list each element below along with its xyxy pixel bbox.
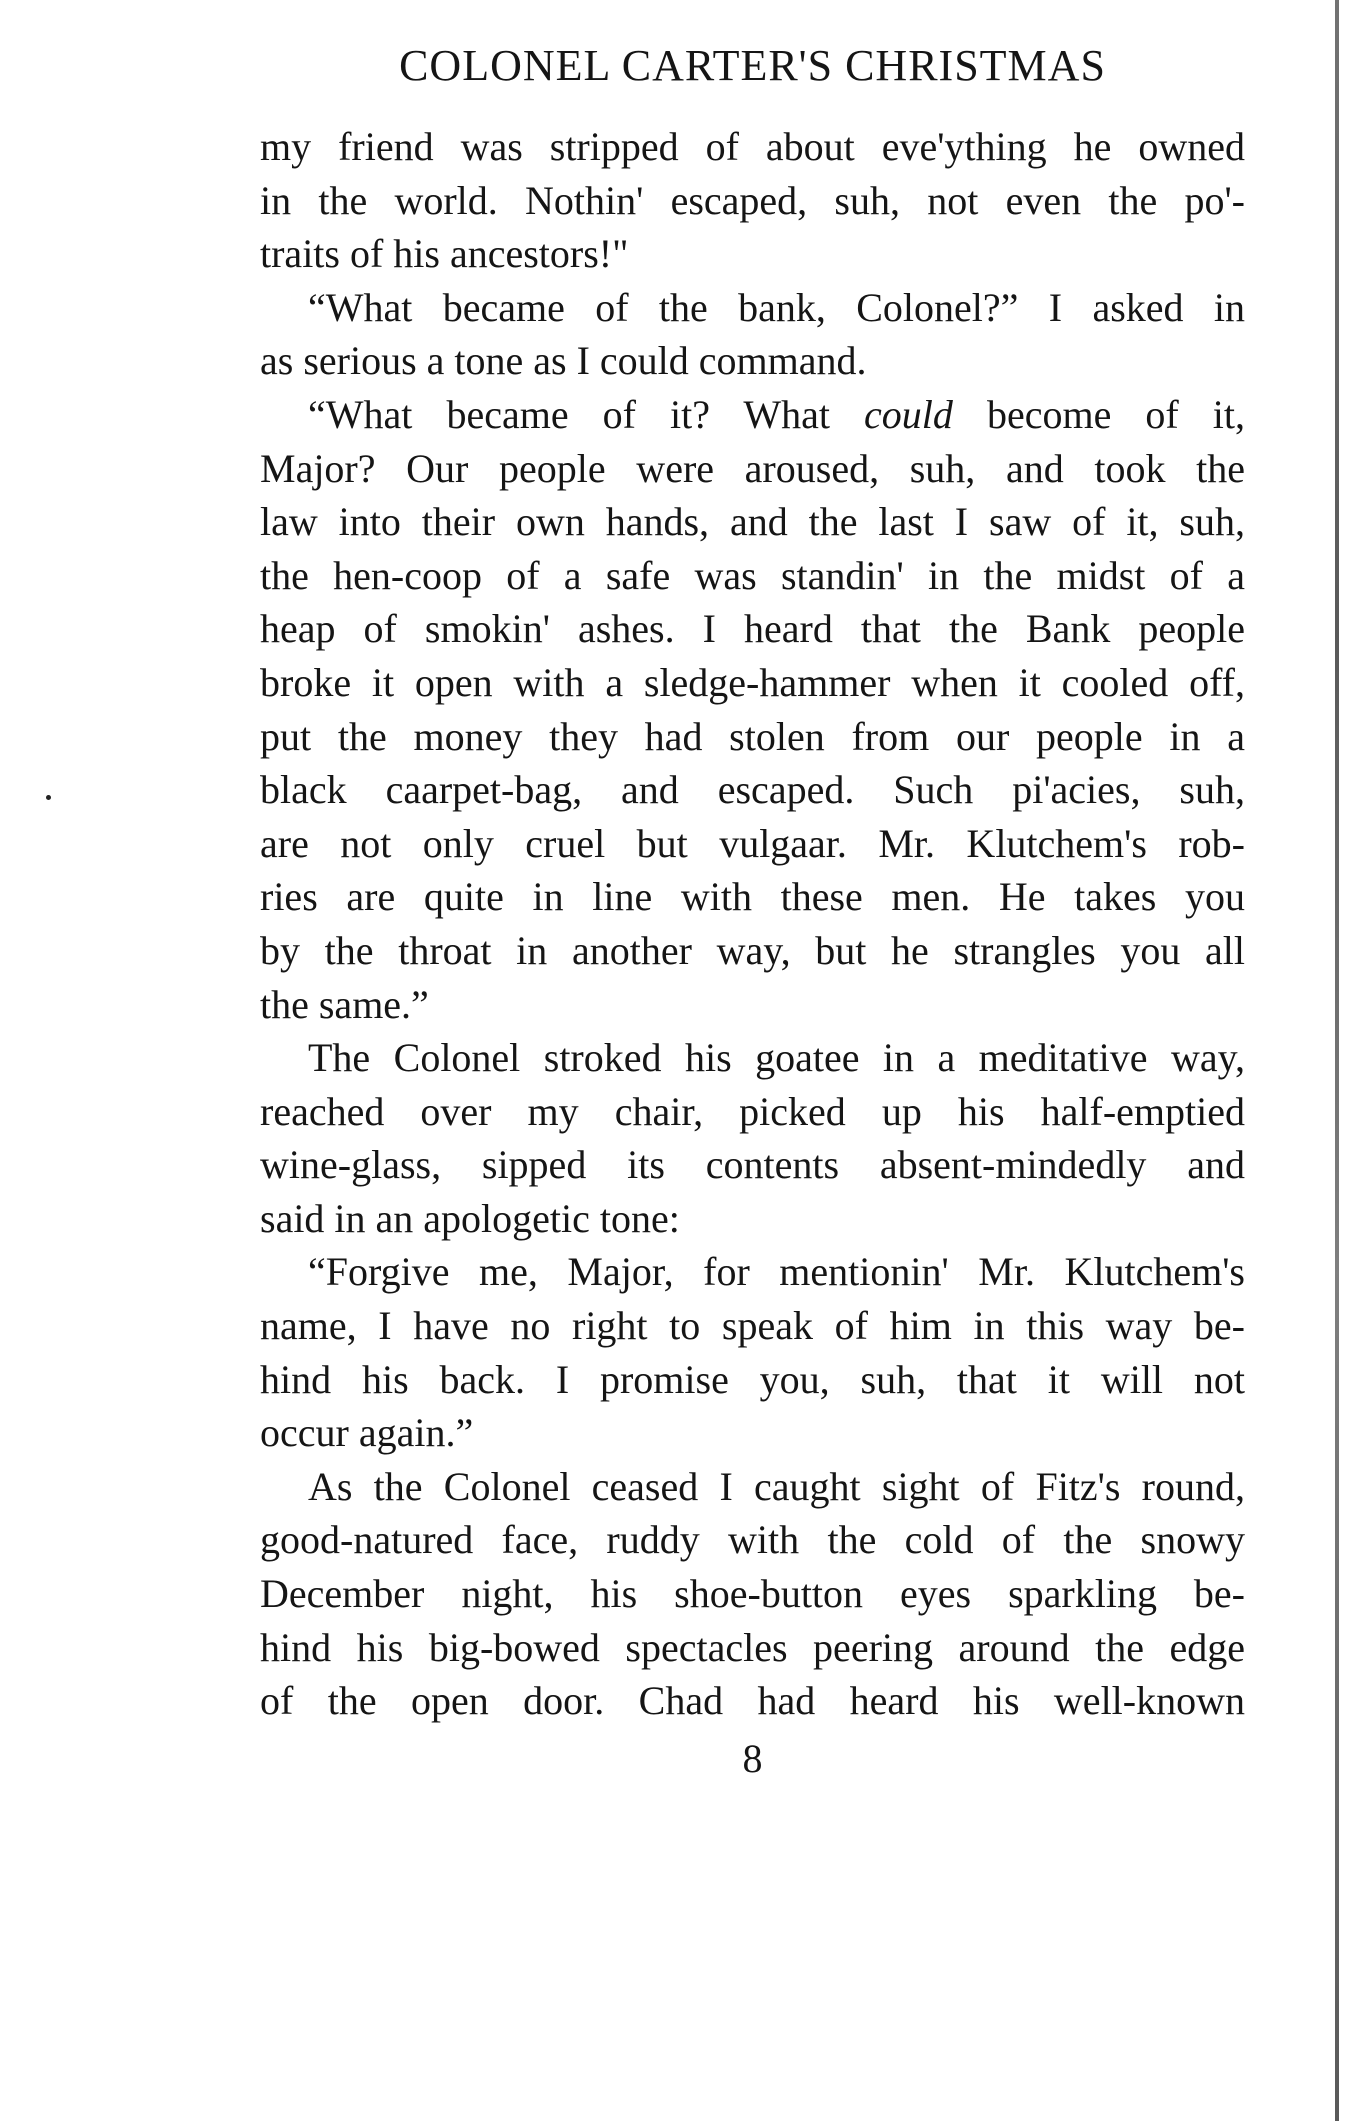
text-line: are not only cruel but vulgaar. Mr. Klutchem's rob-	[260, 820, 1245, 866]
text-line: put the money they had stolen from our people in a	[260, 713, 1245, 759]
text-line: hind his back. I promise you, suh, that it will not	[260, 1356, 1245, 1402]
text-line: “What became of the bank, Colonel?” I asked in	[308, 284, 1245, 330]
text-line	[260, 388, 1245, 442]
text-line: traits of his ancestors!"	[260, 231, 629, 277]
text-line: reached over my chair, picked up his half-emptied	[260, 1088, 1245, 1134]
text-line: my friend was stripped of about eve'ything he owned	[260, 124, 1245, 169]
text-line: The Colonel stroked his goatee in a meditative way,	[308, 1035, 1245, 1081]
text-line: heap of smokin' ashes. I heard that the Bank people	[260, 606, 1245, 652]
text-line: name, I have no right to speak of him in this way be-	[260, 1303, 1245, 1349]
text-line: of the open door. Chad had heard his well-known	[260, 1678, 1245, 1724]
text-line: hind his big-bowed spectacles peering around the edge	[260, 1624, 1245, 1670]
text-line: As the Colonel ceased I caught sight of Fitz's round,	[308, 1463, 1245, 1509]
paragraph-5	[260, 1245, 1245, 1459]
text-line: ries are quite in line with these men. He takes you	[260, 874, 1245, 920]
text-line: law into their own hands, and the last I saw of it, suh,	[260, 499, 1245, 545]
italic-word: could	[864, 391, 953, 437]
paragraph-2	[260, 281, 1245, 388]
text-line: said in an apologetic tone:	[260, 1195, 680, 1241]
text-line: by the throat in another way, but he strangles you all	[260, 927, 1245, 973]
text-line: occur again.”	[260, 1410, 474, 1456]
text-run: “What became of it? What	[308, 391, 865, 437]
paragraph-6	[260, 1460, 1245, 1728]
text-line: the same.”	[260, 981, 429, 1027]
text-line: the hen-coop of a safe was standin' in the midst of a	[260, 552, 1245, 598]
text-line: Major? Our people were aroused, suh, and took the	[260, 445, 1245, 491]
page-number: 8	[742, 1736, 763, 1781]
text-run: become of it,	[952, 391, 1245, 437]
text-line: wine-glass, sipped its contents absent-mindedly and	[260, 1142, 1245, 1188]
page-edge-shadow	[1335, 0, 1339, 2121]
text-line: in the world. Nothin' escaped, suh, not even the po'-	[260, 177, 1245, 223]
text-line: December night, his shoe-button eyes sparkling be-	[260, 1571, 1245, 1617]
running-head: COLONEL CARTER'S CHRISTMAS	[399, 41, 1106, 90]
ink-speck	[46, 795, 51, 800]
text-line: good-natured face, ruddy with the cold of the snowy	[260, 1517, 1245, 1563]
body-text	[260, 120, 1245, 1728]
paragraph-3	[260, 388, 1245, 1031]
text-line: broke it open with a sledge-hammer when it cooled off,	[260, 659, 1245, 705]
paragraph-4	[260, 1031, 1245, 1245]
text-line: as serious a tone as I could command.	[260, 338, 867, 384]
text-line: black caarpet-bag, and escaped. Such pi'acies, suh,	[260, 767, 1245, 813]
paragraph-1	[260, 120, 1245, 281]
text-line: “Forgive me, Major, for mentionin' Mr. Klutchem's	[308, 1249, 1245, 1295]
